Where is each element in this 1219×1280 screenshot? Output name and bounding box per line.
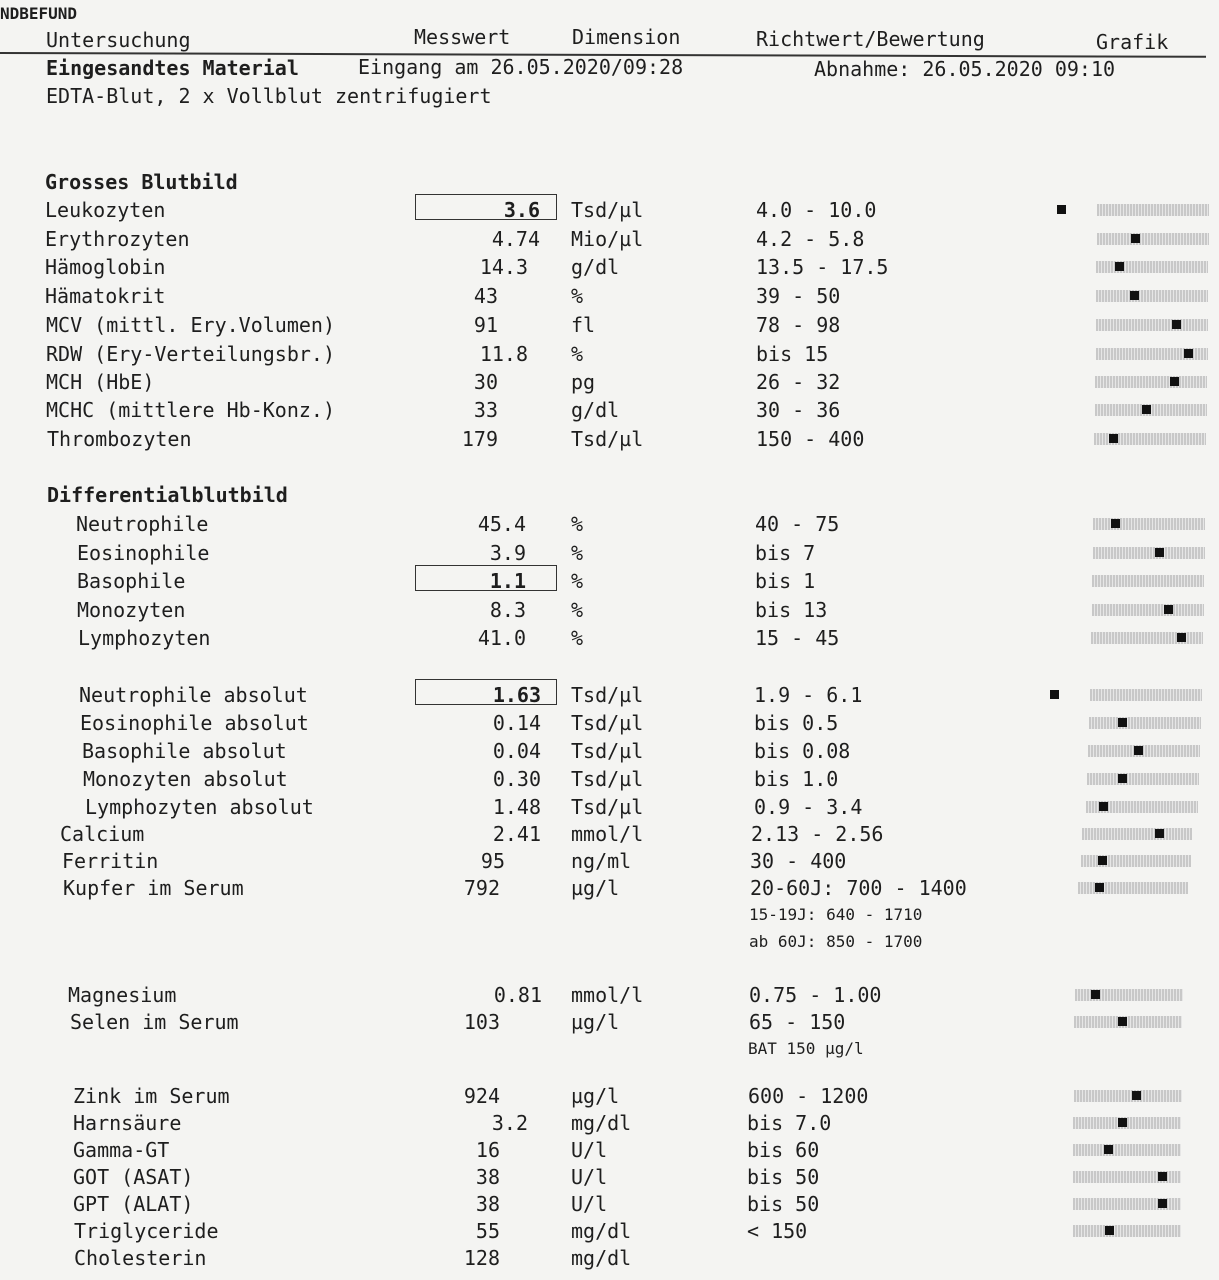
selen-bat-note: BAT 150 µg/l (748, 1039, 864, 1058)
test-name: Eosinophile absolut (80, 711, 309, 735)
test-name: Eosinophile (77, 541, 210, 565)
test-name: MCH (HbE) (46, 370, 155, 394)
reference-range: 30 - 400 (750, 849, 847, 873)
grafik-marker (1118, 1017, 1127, 1026)
reference-range: bis 1.0 (754, 767, 839, 791)
test-name: RDW (Ery-Verteilungsbr.) (46, 342, 335, 366)
test-unit: Mio/µl (571, 227, 644, 251)
reference-range: bis 60 (747, 1138, 820, 1162)
grafik-bar (1087, 773, 1199, 785)
test-value: 128 (463, 1246, 500, 1270)
grafik-marker (1177, 633, 1186, 642)
test-name: Harnsäure (73, 1111, 182, 1135)
grafik-bar (1092, 604, 1204, 616)
grafik-bar (1088, 745, 1200, 757)
test-unit: Tsd/µl (571, 739, 644, 763)
test-unit: mmol/l (571, 983, 644, 1007)
test-name: Erythrozyten (45, 227, 190, 251)
column-header-grafik: Grafik (1096, 30, 1169, 54)
test-value: 38 (475, 1165, 500, 1189)
test-value: 179 (461, 427, 498, 451)
grafik-bar (1096, 319, 1208, 331)
test-unit: µg/l (571, 876, 620, 900)
reference-range: bis 0.5 (754, 711, 839, 735)
test-unit: µg/l (571, 1010, 620, 1034)
reference-range: 30 - 36 (756, 398, 841, 422)
test-value: 0.30 (492, 767, 541, 791)
test-name: Calcium (60, 822, 145, 846)
reference-range: 78 - 98 (756, 313, 841, 337)
grafik-marker (1142, 405, 1151, 414)
test-value: 1.1 (489, 569, 526, 593)
test-unit: Tsd/µl (571, 767, 644, 791)
test-unit: % (571, 342, 584, 366)
test-value: 55 (475, 1219, 500, 1243)
test-name: Triglyceride (74, 1219, 219, 1243)
grafik-marker (1118, 718, 1127, 727)
test-value: 1.48 (492, 795, 541, 819)
reference-range: bis 0.08 (754, 739, 851, 763)
reference-range: 65 - 150 (749, 1010, 846, 1034)
flag-box (415, 565, 557, 591)
section-differential: Differentialblutbild (47, 483, 288, 507)
test-value: 11.8 (479, 342, 528, 366)
reference-range: bis 15 (756, 342, 829, 366)
grafik-marker (1098, 856, 1107, 865)
test-unit: % (571, 569, 584, 593)
test-unit: U/l (571, 1138, 608, 1162)
grafik-bar (1092, 575, 1204, 587)
test-value: 4.74 (491, 227, 540, 251)
test-value: 3.9 (489, 541, 526, 565)
reference-range: bis 1 (755, 569, 816, 593)
test-name: MCV (mittl. Ery.Volumen) (46, 313, 335, 337)
grafik-marker (1104, 1145, 1113, 1154)
test-unit: % (571, 626, 584, 650)
test-name: Selen im Serum (70, 1010, 239, 1034)
test-unit: Tsd/µl (571, 711, 644, 735)
reference-range: 13.5 - 17.5 (756, 255, 889, 279)
test-unit: g/dl (571, 398, 620, 422)
grafik-marker (1134, 746, 1143, 755)
test-name: Ferritin (62, 849, 159, 873)
column-header-dimension: Dimension (572, 25, 681, 49)
reference-range: bis 50 (747, 1165, 820, 1189)
grafik-marker (1155, 548, 1164, 557)
test-unit: % (571, 512, 584, 536)
test-name: Lymphozyten absolut (85, 795, 314, 819)
grafik-bar (1093, 518, 1205, 530)
grafik-bar (1074, 1090, 1182, 1102)
test-value: 0.81 (493, 983, 542, 1007)
grafik-bar (1096, 261, 1208, 273)
grafik-marker (1091, 990, 1100, 999)
test-name: Zink im Serum (73, 1084, 230, 1108)
test-unit: ng/ml (571, 849, 632, 873)
test-name: Leukozyten (45, 198, 166, 222)
test-name: Monozyten absolut (83, 767, 288, 791)
test-name: Cholesterin (74, 1246, 207, 1270)
test-value: 16 (475, 1138, 500, 1162)
grafik-marker (1118, 774, 1127, 783)
test-value: 45.4 (477, 512, 526, 536)
grafik-marker (1099, 802, 1108, 811)
test-value: 0.14 (492, 711, 541, 735)
material-line: EDTA-Blut, 2 x Vollblut zentrifugiert (46, 84, 492, 108)
test-value: 30 (473, 370, 498, 394)
grafik-bar (1090, 689, 1202, 701)
test-name: Basophile (77, 569, 186, 593)
reference-range: 1.9 - 6.1 (754, 683, 863, 707)
test-value: 3.2 (491, 1111, 528, 1135)
test-name: Neutrophile (76, 512, 209, 536)
grafik-marker (1170, 377, 1179, 386)
test-value: 14.3 (479, 255, 528, 279)
test-name: Monozyten (77, 598, 186, 622)
section-blutbild: Grosses Blutbild (45, 170, 238, 194)
test-value: 38 (475, 1192, 500, 1216)
reference-range: bis 7.0 (747, 1111, 832, 1135)
test-name: MCHC (mittlere Hb-Konz.) (46, 398, 335, 422)
test-name: Lymphozyten (78, 626, 211, 650)
reference-range: 2.13 - 2.56 (751, 822, 884, 846)
grafik-bar (1073, 1225, 1181, 1237)
reference-range: 20-60J: 700 - 1400 (750, 876, 967, 900)
grafik-bar (1089, 717, 1201, 729)
grafik-marker (1158, 1172, 1167, 1181)
test-value: 8.3 (489, 598, 526, 622)
flag-box (415, 194, 557, 220)
column-header-messwert: Messwert (414, 25, 511, 49)
eingang-text: Eingang am 26.05.2020/09:28 (358, 55, 684, 79)
reference-range: 4.0 - 10.0 (756, 198, 877, 222)
test-unit: U/l (571, 1165, 608, 1189)
grafik-marker (1155, 829, 1164, 838)
grafik-marker (1184, 349, 1193, 358)
test-value: 103 (463, 1010, 500, 1034)
grafik-bar (1096, 290, 1208, 302)
grafik-marker (1131, 234, 1140, 243)
test-value: 91 (473, 313, 498, 337)
grafik-bar (1074, 1016, 1182, 1028)
grafik-marker (1158, 1199, 1167, 1208)
test-name: Hämatokrit (45, 284, 166, 308)
test-unit: Tsd/µl (571, 683, 644, 707)
reference-range: < 150 (747, 1219, 808, 1243)
test-name: Kupfer im Serum (63, 876, 244, 900)
test-unit: Tsd/µl (571, 795, 644, 819)
kupfer-note-2: ab 60J: 850 - 1700 (749, 932, 923, 951)
test-value: 3.6 (503, 198, 540, 222)
grafik-bar (1097, 233, 1209, 245)
grafik-marker (1109, 434, 1118, 443)
test-value: 0.04 (492, 739, 541, 763)
test-name: Basophile absolut (82, 739, 287, 763)
test-name: GOT (ASAT) (73, 1165, 194, 1189)
test-value: 1.63 (492, 683, 541, 707)
test-name: GPT (ALAT) (73, 1192, 194, 1216)
test-value: 792 (463, 876, 500, 900)
grafik-marker (1164, 605, 1173, 614)
grafik-marker (1105, 1226, 1114, 1235)
grafik-marker (1118, 1118, 1127, 1127)
grafik-bar (1073, 1144, 1181, 1156)
grafik-marker (1115, 262, 1124, 271)
test-unit: mg/dl (571, 1111, 632, 1135)
test-name: Neutrophile absolut (79, 683, 308, 707)
test-value: 33 (473, 398, 498, 422)
test-unit: g/dl (571, 255, 620, 279)
grafik-bar (1082, 828, 1192, 840)
test-name: Hämoglobin (45, 255, 166, 279)
reference-range: 150 - 400 (756, 427, 865, 451)
test-name: Thrombozyten (47, 427, 192, 451)
reference-range: 4.2 - 5.8 (756, 227, 865, 251)
test-value: 95 (480, 849, 505, 873)
reference-range: 0.75 - 1.00 (749, 983, 882, 1007)
reference-range: 26 - 32 (756, 370, 841, 394)
test-unit: % (571, 598, 584, 622)
material-label: Eingesandtes Material (46, 56, 299, 80)
grafik-bar (1095, 376, 1207, 388)
reference-range: 15 - 45 (755, 626, 840, 650)
grafik-marker (1132, 1091, 1141, 1100)
test-unit: Tsd/µl (571, 198, 644, 222)
reference-range: 600 - 1200 (748, 1084, 869, 1108)
test-value: 41.0 (477, 626, 526, 650)
test-value: 43 (473, 284, 498, 308)
grafik-marker (1111, 519, 1120, 528)
grafik-marker (1095, 883, 1104, 892)
test-value: 2.41 (492, 822, 541, 846)
flag-box (415, 679, 557, 705)
test-name: Gamma-GT (73, 1138, 170, 1162)
test-unit: mg/dl (571, 1246, 632, 1270)
test-unit: fl (571, 313, 596, 337)
test-unit: µg/l (571, 1084, 620, 1108)
test-unit: mg/dl (571, 1219, 632, 1243)
test-value: 924 (463, 1084, 500, 1108)
test-unit: % (571, 541, 584, 565)
grafik-out-low-marker (1057, 205, 1066, 214)
reference-range: 39 - 50 (756, 284, 841, 308)
grafik-marker (1130, 291, 1139, 300)
reference-range: 40 - 75 (755, 512, 840, 536)
test-unit: Tsd/µl (571, 427, 644, 451)
report-title: NDBEFUND (0, 4, 78, 23)
test-unit: pg (571, 370, 596, 394)
column-header-untersuchung: Untersuchung (46, 28, 191, 52)
kupfer-note-1: 15-19J: 640 - 1710 (749, 905, 923, 924)
abnahme-text: Abnahme: 26.05.2020 09:10 (814, 57, 1116, 81)
grafik-bar (1093, 547, 1205, 559)
test-name: Magnesium (68, 983, 177, 1007)
test-unit: % (571, 284, 584, 308)
reference-range: 0.9 - 3.4 (754, 795, 863, 819)
test-unit: mmol/l (571, 822, 644, 846)
test-unit: U/l (571, 1192, 608, 1216)
grafik-bar (1097, 204, 1209, 216)
reference-range: bis 13 (755, 598, 828, 622)
column-header-richtwert: Richtwert/Bewertung (756, 27, 985, 51)
grafik-out-low-marker (1050, 690, 1059, 699)
reference-range: bis 7 (755, 541, 816, 565)
grafik-marker (1172, 320, 1181, 329)
reference-range: bis 50 (747, 1192, 820, 1216)
